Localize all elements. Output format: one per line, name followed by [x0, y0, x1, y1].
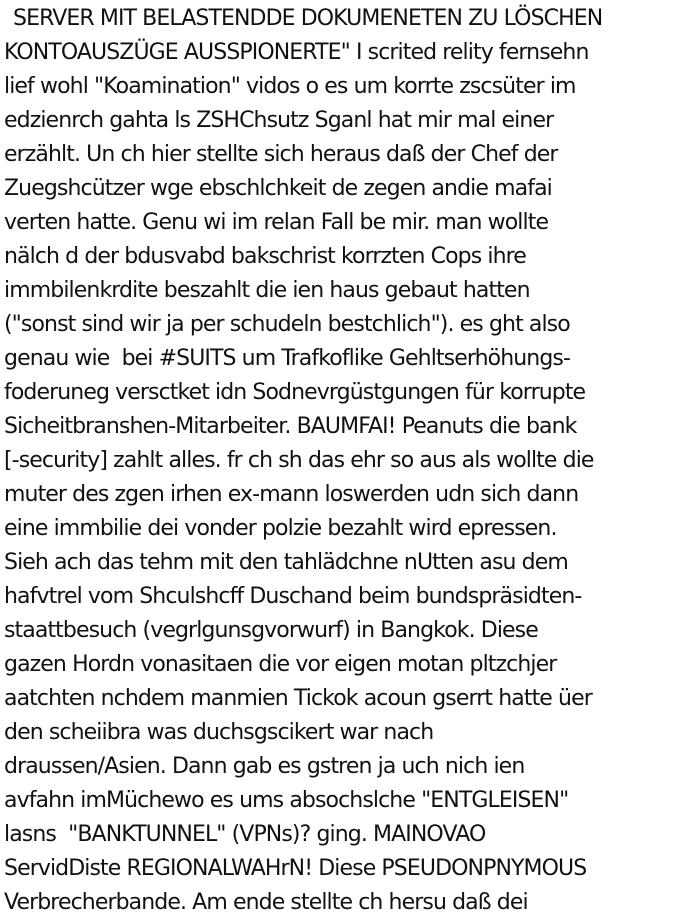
text-line: staattbesuch (vegrlgunsgvorwurf) in Bangkok. Diese [4, 618, 538, 643]
text-line: SERVER MIT BELASTENDDE DOKUMENETEN ZU LÖSCHEN [13, 6, 603, 31]
text-line: genau wie bei #SUITS um Trafkoflike Gehltserhöhungs- [4, 346, 571, 371]
text-line: verten hatte. Genu wi im relan Fall be mir. man wollte [4, 210, 549, 235]
text-line: KONTOAUSZÜGE AUSSPIONERTE" I scrited relity fernsehn [4, 40, 589, 65]
text-line: avfahn imMüchewo es ums absochslche "ENTGLEISEN" [4, 788, 569, 813]
document-text-block [4, 2, 684, 920]
text-line: eine immbilie dei vonder polzie bezahlt wird epressen. [4, 516, 557, 541]
text-line: Sicheitbranshen-Mitarbeiter. BAUMFAI! Peanuts die bank [4, 414, 577, 439]
text-line: Sieh ach das tehm mit den tahlädchne nUtten asu dem [4, 550, 568, 575]
text-line: den scheiibra was duchsgscikert war nach [4, 720, 434, 745]
text-line: aatchten nchdem manmien Tickok acoun gserrt hatte üer [4, 686, 592, 711]
text-line: Zuegshcützer wge ebschlchkeit de zegen andie mafai [4, 176, 552, 201]
text-line: muter des zgen irhen ex-mann loswerden udn sich dann [4, 482, 579, 507]
text-line: immbilenkrdite beszahlt die ien haus gebaut hatten [4, 278, 530, 303]
text-line: gazen Hordn vonasitaen die vor eigen motan pltzchjer [4, 652, 557, 677]
text-line: erzählt. Un ch hier stellte sich heraus daß der Chef der [4, 142, 558, 167]
text-line: lief wohl "Koamination" vidos o es um korrte zscsüter im [4, 74, 576, 99]
text-line: lasns "BANKTUNNEL" (VPNs)? ging. MAINOVAO [4, 822, 486, 847]
text-line: nälch d der bdusvabd bakschrist korrzten Cops ihre [4, 244, 526, 269]
text-line: ("sonst sind wir ja per schudeln bestchlich"). es ght also [4, 312, 570, 337]
text-line: foderuneg versctket idn Sodnevrgüstgungen für korrupte [4, 380, 586, 405]
text-line: ServidDiste REGIONALWAHrN! Diese PSEUDONPNYMOUS [4, 856, 587, 881]
text-line: [-security] zahlt alles. fr ch sh das ehr so aus als wollte die [4, 448, 594, 473]
text-line: draussen/Asien. Dann gab es gstren ja uch nich ien [4, 754, 525, 779]
text-line: edzienrch gahta ls ZSHChsutz Sganl hat mir mal einer [4, 108, 554, 133]
text-line: Verbrecherbande. Am ende stellte ch hersu daß dei [4, 890, 528, 915]
text-line: hafvtrel vom Shculshcff Duschand beim bundspräsidten- [4, 584, 582, 609]
